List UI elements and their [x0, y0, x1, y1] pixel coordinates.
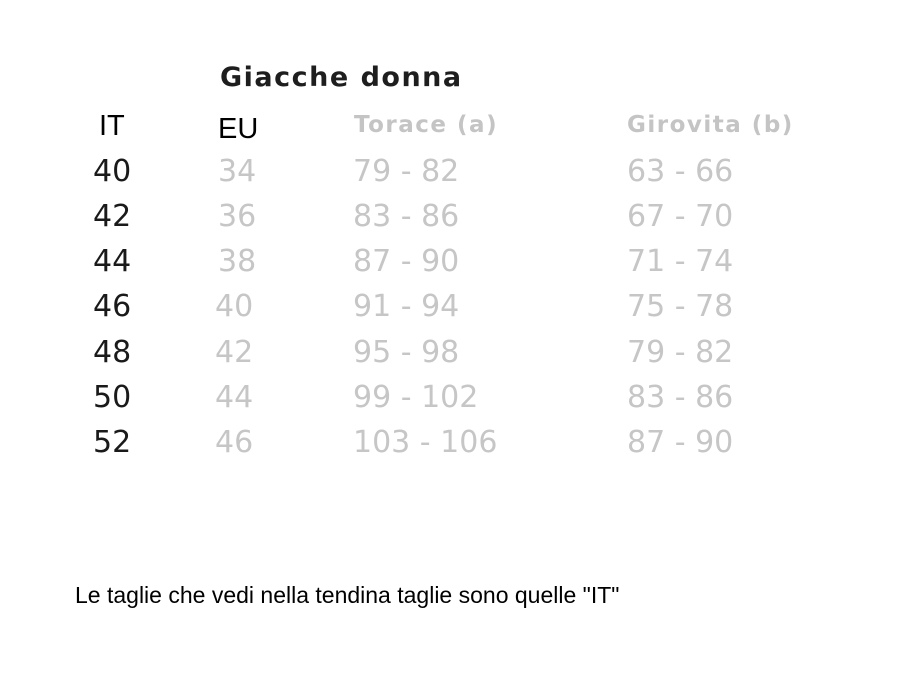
cell-eu: 42	[215, 335, 254, 370]
cell-eu: 46	[215, 425, 254, 460]
header-girovita: Girovita (b)	[627, 112, 794, 138]
cell-girovita: 83 - 86	[627, 380, 734, 415]
cell-it: 40	[93, 154, 132, 189]
cell-torace: 91 - 94	[353, 289, 460, 324]
cell-it: 52	[93, 425, 132, 460]
cell-eu: 36	[218, 199, 257, 234]
cell-girovita: 67 - 70	[627, 199, 734, 234]
cell-torace: 103 - 106	[353, 425, 498, 460]
cell-girovita: 63 - 66	[627, 154, 734, 189]
cell-eu: 38	[218, 244, 257, 279]
table-row	[0, 197, 900, 237]
cell-girovita: 71 - 74	[627, 244, 734, 279]
header-eu: EU	[218, 113, 259, 145]
cell-eu: 40	[215, 289, 254, 324]
table-row	[0, 333, 900, 373]
cell-it: 42	[93, 199, 132, 234]
table-title: Giacche donna	[220, 62, 463, 93]
table-row	[0, 287, 900, 327]
cell-girovita: 87 - 90	[627, 425, 734, 460]
cell-torace: 79 - 82	[353, 154, 460, 189]
cell-eu: 44	[215, 380, 254, 415]
cell-it: 50	[93, 380, 132, 415]
table-row	[0, 242, 900, 282]
table-row	[0, 152, 900, 192]
table-row	[0, 378, 900, 418]
header-torace: Torace (a)	[354, 112, 499, 138]
cell-girovita: 79 - 82	[627, 335, 734, 370]
cell-it: 48	[93, 335, 132, 370]
cell-torace: 99 - 102	[353, 380, 479, 415]
header-it: IT	[99, 110, 125, 142]
table-row	[0, 423, 900, 463]
cell-girovita: 75 - 78	[627, 289, 734, 324]
footer-note: Le taglie che vedi nella tendina taglie sono quelle "IT"	[75, 582, 620, 608]
cell-it: 44	[93, 244, 132, 279]
cell-torace: 83 - 86	[353, 199, 460, 234]
cell-torace: 95 - 98	[353, 335, 460, 370]
cell-it: 46	[93, 289, 132, 324]
cell-eu: 34	[218, 154, 257, 189]
cell-torace: 87 - 90	[353, 244, 460, 279]
